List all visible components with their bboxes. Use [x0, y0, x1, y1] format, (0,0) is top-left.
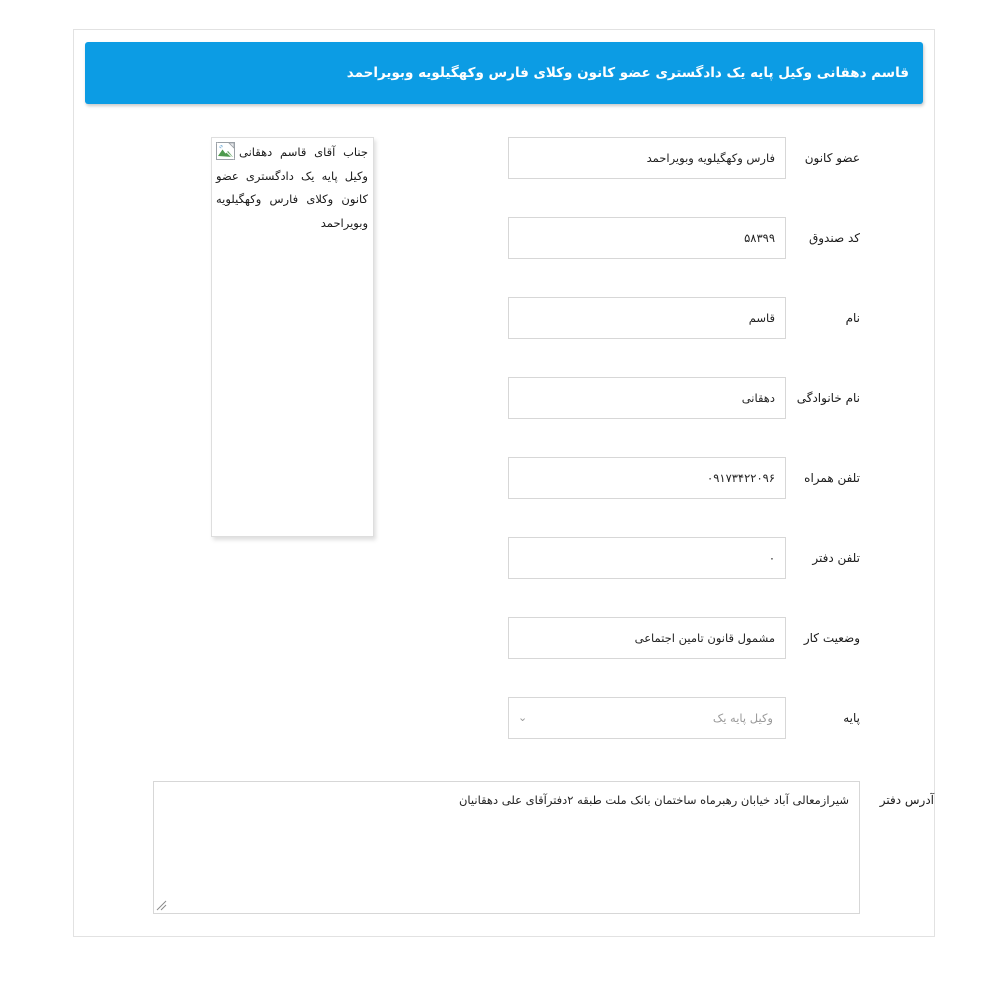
field-row-office-phone — [508, 537, 860, 579]
value-work-status: مشمول قانون تامین اجتماعی — [634, 631, 775, 645]
input-box-code[interactable] — [508, 217, 786, 259]
input-mobile-phone[interactable] — [508, 457, 786, 499]
label-first-name: نام — [845, 311, 860, 325]
label-member-of-bar: عضو کانون — [804, 151, 860, 165]
input-last-name[interactable] — [508, 377, 786, 419]
field-row-first-name — [508, 297, 860, 339]
profile-card — [73, 29, 935, 937]
label-office-phone: تلفن دفتر — [812, 551, 860, 565]
field-row-member-of-bar — [508, 137, 860, 179]
label-work-status: وضعیت کار — [803, 631, 860, 645]
input-first-name[interactable] — [508, 297, 786, 339]
page-banner — [85, 42, 923, 104]
field-row-rank — [508, 697, 860, 739]
field-row-office-address — [153, 781, 934, 914]
label-office-address: آدرس دفتر — [879, 793, 934, 807]
value-last-name: دهقانی — [741, 391, 775, 405]
label-mobile-phone: تلفن همراه — [804, 471, 860, 485]
value-member-of-bar: فارس وکهگیلویه وبویراحمد — [646, 151, 775, 165]
field-row-last-name — [508, 377, 860, 419]
profile-photo-alt-text: جناب آقای قاسم دهقانی وکیل پایه یک دادگستری عضو کانون وکلای فارس وکهگیلویه وبویراحمد — [216, 145, 368, 230]
profile-form — [74, 137, 934, 837]
input-office-phone[interactable] — [508, 537, 786, 579]
field-row-work-status — [508, 617, 860, 659]
label-rank: پایه — [843, 711, 860, 725]
label-box-code: کد صندوق — [808, 231, 860, 245]
value-box-code: ۵۸۳۹۹ — [744, 231, 775, 245]
value-office-address: شیرازمعالی آباد خیابان رهبرماه ساختمان بانک ملت طبقه ۲دفترآقای علی دهقانیان — [458, 793, 849, 807]
label-last-name: نام خانوادگی — [796, 391, 860, 405]
page-title: قاسم دهقانی وکیل پایه یک دادگستری عضو کانون وکلای فارس وکهگیلویه وبویراحمد — [346, 64, 909, 81]
value-office-phone: ۰ — [768, 551, 775, 565]
textarea-office-address[interactable] — [153, 781, 860, 914]
resize-handle-icon[interactable] — [156, 900, 167, 911]
chevron-down-icon[interactable]: ⌄ — [518, 710, 528, 724]
value-first-name: قاسم — [748, 311, 775, 325]
input-work-status[interactable] — [508, 617, 786, 659]
value-mobile-phone: ۰۹۱۷۳۴۲۲۰۹۶ — [707, 471, 775, 485]
value-rank: وکیل پایه یک — [712, 711, 773, 725]
field-row-mobile-phone — [508, 457, 860, 499]
field-row-box-code — [508, 217, 860, 259]
select-rank[interactable] — [508, 697, 786, 739]
input-member-of-bar[interactable] — [508, 137, 786, 179]
